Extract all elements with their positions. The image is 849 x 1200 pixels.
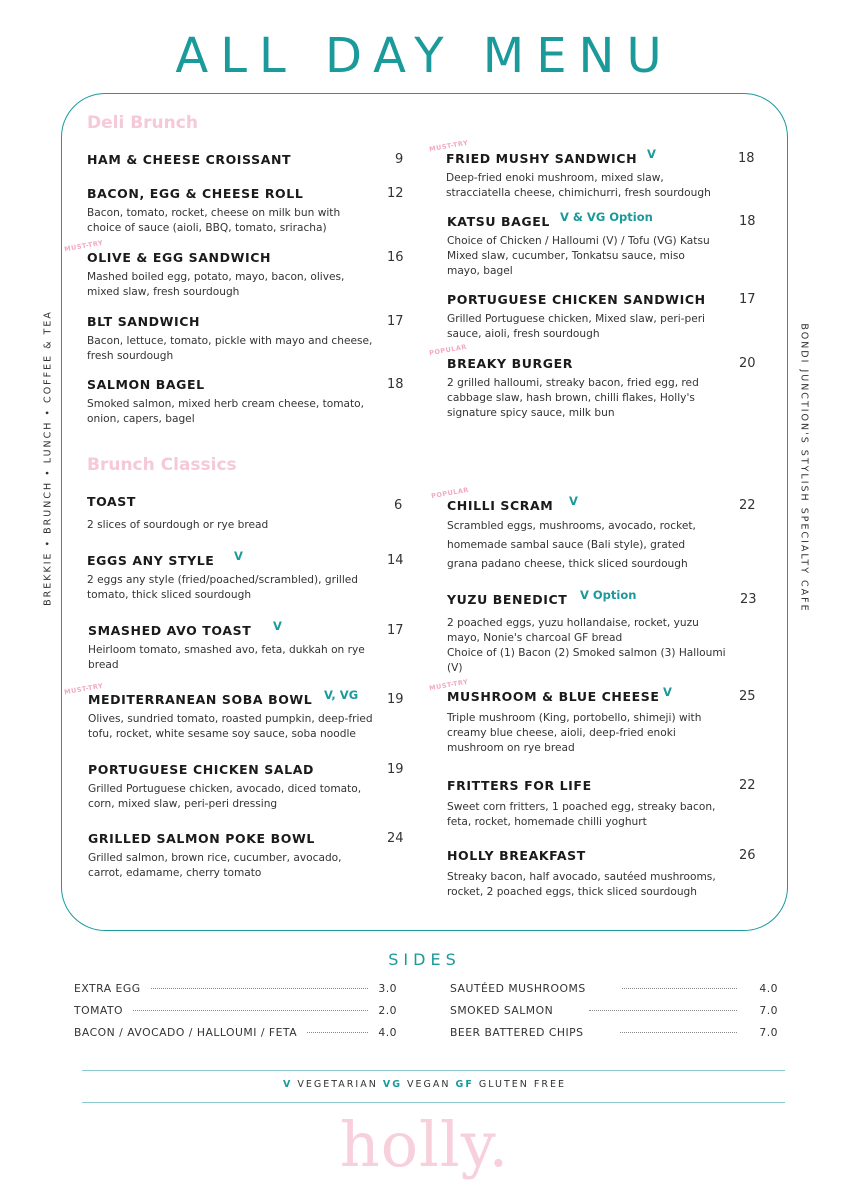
item-name: BACON, EGG & CHEESE ROLL [87,186,304,201]
menu-item [88,688,404,742]
must-try-badge: MUST-TRY [428,138,469,154]
dot-leader [620,1032,738,1033]
item-name: OLIVE & EGG SANDWICH [87,250,272,265]
legend-v-code: V [282,1079,293,1090]
menu-item [87,250,404,300]
item-name: KATSU BAGEL [447,214,550,229]
dot-leader [151,988,369,989]
menu-item [447,848,756,900]
item-price: 23 [740,592,757,607]
item-description: Heirloom tomato, smashed avo, feta, dukkah on rye bread [88,644,365,671]
item-price: 22 [739,498,756,513]
item-price: 14 [387,553,404,568]
item-description: Choice of Chicken / Halloumi (V) / Tofu (VG) Katsu Mixed slaw, cucumber, Tonkatsu sauce, miso mayo, bagel [447,235,710,277]
item-price: 18 [739,214,756,229]
section-title-classics: Brunch Classics [87,455,237,475]
must-try-badge: MUST-TRY [63,681,104,697]
legend-vg-label: VEGAN [407,1079,451,1090]
dot-leader [133,1010,368,1011]
dot-leader [622,988,738,989]
side-price: 4.0 [759,982,778,995]
side-item [450,982,778,995]
menu-item [447,210,756,279]
item-dietary-tag: V & VG Option [560,210,653,224]
item-dietary-tag: V [569,494,578,508]
item-description: Bacon, tomato, rocket, cheese on milk bun with choice of sauce (aioli, BBQ, tomato, sriracha) [87,207,341,234]
item-price: 17 [387,623,404,638]
divider-top [82,1070,785,1071]
menu-item [447,292,756,342]
menu-item [87,186,404,236]
side-price: 4.0 [378,1026,397,1039]
item-name: BLT SANDWICH [87,314,201,329]
item-price: 17 [739,292,756,307]
item-description: Bacon, lettuce, tomato, pickle with mayo and cheese, fresh sourdough [87,335,373,362]
menu-item [87,549,404,603]
item-description: 2 grilled halloumi, streaky bacon, fried egg, red cabbage slaw, hash brown, chilli flakes, Holly's signature spicy sauce, milk bun [447,377,699,419]
item-price: 19 [387,692,404,707]
menu-title: ALL DAY MENU [175,28,674,84]
item-price: 19 [387,762,404,777]
item-description: 2 eggs any style (fried/poached/scrambled), grilled tomato, thick sliced sourdough [87,574,359,601]
item-price: 25 [739,689,756,704]
item-description-extra: Choice of (1) Bacon (2) Smoked salmon (3) Halloumi (V) [447,647,726,674]
item-name: GRILLED SALMON POKE BOWL [88,831,315,846]
side-item [74,982,397,995]
item-dietary-tag: V Option [580,588,637,602]
item-name: MEDITERRANEAN SOBA BOWL [88,692,313,707]
item-price: 20 [739,356,756,371]
item-name: FRITTERS FOR LIFE [447,778,592,793]
item-name: SMASHED AVO TOAST [88,623,252,638]
dietary-legend [0,1079,849,1090]
side-price: 7.0 [759,1026,778,1039]
item-description: Mashed boiled egg, potato, mayo, bacon, olives, mixed slaw, fresh sourdough [87,271,345,298]
menu-item [447,685,756,756]
item-name: PORTUGUESE CHICKEN SANDWICH [447,292,706,307]
item-name: MUSHROOM & BLUE CHEESE [447,689,660,704]
item-price: 18 [738,151,755,166]
legend-gf-code: GF [455,1079,474,1090]
menu-item [88,619,404,673]
item-description: Smoked salmon, mixed herb cream cheese, tomato, onion, capers, bagel [87,398,365,425]
menu-item [447,356,756,421]
item-description: Olives, sundried tomato, roasted pumpkin, deep-fried tofu, rocket, white sesame soy sauce, soba noodle [88,713,373,740]
menu-item [87,152,404,167]
item-description: 2 poached eggs, yuzu hollandaise, rocket, yuzu mayo, Nonie's charcoal GF bread [447,617,699,644]
must-try-badge: MUST-TRY [63,238,104,254]
side-name: SMOKED SALMON [450,1004,554,1017]
item-dietary-tag: V [234,549,243,563]
menu-item [87,314,404,364]
must-try-badge: MUST-TRY [428,677,469,693]
item-price: 17 [387,314,404,329]
menu-item [446,147,755,201]
sides-title: SIDES [388,950,461,969]
item-description: 2 slices of sourdough or rye bread [87,519,269,531]
item-description: Grilled Portuguese chicken, avocado, diced tomato, corn, mixed slaw, peri-peri dressing [88,783,362,810]
holly-logo: holly. [339,1108,510,1181]
item-price: 24 [387,831,404,846]
item-name: HAM & CHEESE CROISSANT [87,152,292,167]
item-price: 16 [387,250,404,265]
item-name: BREAKY BURGER [447,356,573,371]
menu-item [447,778,756,830]
item-description: Scrambled eggs, mushrooms, avocado, rocket, homemade sambal sauce (Bali style), grated grana padano cheese, thick sliced sourdough [447,520,696,570]
popular-badge: POPULAR [430,485,470,501]
side-name: BACON / AVOCADO / HALLOUMI / FETA [74,1026,298,1039]
legend-gf-label: GLUTEN FREE [478,1079,566,1090]
section-title-deli: Deli Brunch [87,113,198,133]
popular-badge: POPULAR [428,342,468,358]
item-dietary-tag: V [647,147,656,161]
item-price: 9 [395,152,404,167]
item-price: 12 [387,186,404,201]
item-name: YUZU BENEDICT [447,592,568,607]
item-price: 26 [739,848,756,863]
side-text-right: BONDI JUNCTION'S STYLISH SPECIALTY CAFE [798,323,810,613]
item-name: EGGS ANY STYLE [87,553,215,568]
side-item [450,1004,778,1017]
item-dietary-tag: V [663,685,672,699]
item-name: FRIED MUSHY SANDWICH [446,151,638,166]
menu-item [87,494,403,533]
menu-item [447,494,756,574]
side-name: SAUTÉED MUSHROOMS [450,982,586,995]
item-price: 18 [387,377,404,392]
side-price: 2.0 [378,1004,397,1017]
item-description: Grilled salmon, brown rice, cucumber, avocado, carrot, edamame, cherry tomato [88,852,342,879]
item-description: Grilled Portuguese chicken, Mixed slaw, peri-peri sauce, aioli, fresh sourdough [447,313,706,340]
menu-item [447,588,757,676]
side-price: 3.0 [378,982,397,995]
item-price: 6 [394,498,403,513]
item-description: Streaky bacon, half avocado, sautéed mushrooms, rocket, 2 poached eggs, thick sliced sourdough [447,871,716,898]
item-name: PORTUGUESE CHICKEN SALAD [88,762,314,777]
side-item [74,1004,397,1017]
side-name: BEER BATTERED CHIPS [450,1026,584,1039]
item-dietary-tag: V, VG [324,688,359,702]
item-name: SALMON BAGEL [87,377,205,392]
item-price: 22 [739,778,756,793]
legend-vg-code: VG [382,1079,402,1090]
item-description: Sweet corn fritters, 1 poached egg, streaky bacon, feta, rocket, homemade chilli yoghurt [447,801,716,828]
divider-bottom [82,1102,785,1103]
side-price: 7.0 [759,1004,778,1017]
item-description: Triple mushroom (King, portobello, shimeji) with creamy blue cheese, aioli, deep-fried enoki mushroom on rye bread [447,712,702,754]
side-text-left: BREKKIE • BRUNCH • LUNCH • COFFEE & TEA [42,310,54,606]
item-dietary-tag: V [273,619,282,633]
menu-item [88,831,404,881]
item-name: HOLLY BREAKFAST [447,848,586,863]
item-description: Deep-fried enoki mushroom, mixed slaw, stracciatella cheese, chimichurri, fresh sourdough [446,172,711,199]
side-name: TOMATO [74,1004,124,1017]
legend-v-label: VEGETARIAN [297,1079,378,1090]
side-item [450,1026,778,1039]
item-name: CHILLI SCRAM [447,498,554,513]
menu-item [87,377,404,427]
item-name: TOAST [87,494,137,509]
side-name: EXTRA EGG [74,982,141,995]
dot-leader [589,1010,737,1011]
dot-leader [307,1032,368,1033]
side-item [74,1026,397,1039]
menu-item [88,762,404,812]
